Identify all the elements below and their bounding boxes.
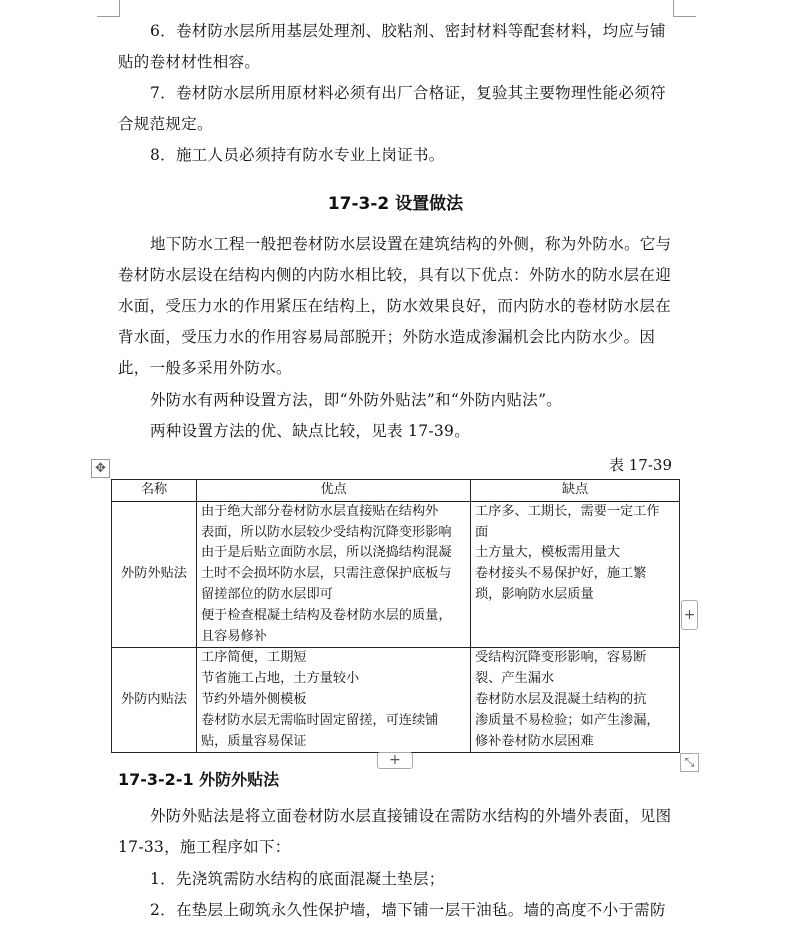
cell-line: 卷材接头不易保护好，施工繁: [475, 566, 647, 582]
add-row-button[interactable]: [377, 752, 413, 769]
plus-icon: +: [683, 607, 696, 623]
row-name-cell[interactable]: 外防外贴法: [112, 501, 197, 648]
cell-line: 表面，所以防水层较少受结构沉降变形影响: [201, 524, 452, 540]
cell-line: 贴，质量容易保证: [201, 733, 307, 749]
header-cons: 缺点: [471, 480, 680, 502]
cell-line: 渗质量不易检验；如产生渗漏，: [475, 712, 660, 728]
cell-line: 节省施工占地，土方量较小: [201, 671, 360, 687]
cell-line: 便于检查棍凝土结构及卷材防水层的质量，: [201, 607, 452, 623]
cell-line: 由于绝大部分卷材防水层直接贴在结构外: [201, 503, 439, 519]
table-row: [112, 501, 680, 648]
subsection-title: 17-3-2-1 外防外贴法: [118, 770, 280, 789]
cell-line: 节约外墙外侧模板: [201, 691, 307, 707]
cons-cell[interactable]: [471, 501, 680, 648]
paragraph-item-8: 8．施工人员必须持有防水专业上岗证书。: [150, 146, 445, 164]
move-icon[interactable]: ✥: [91, 459, 110, 478]
cons-cell[interactable]: [471, 648, 680, 753]
cell-line: 由于是后贴立面防水层，所以浇捣结构混凝: [201, 545, 452, 561]
cell-line: 受结构沉降变形影响，容易断: [475, 650, 647, 666]
section-title: 17-3-2 设置做法: [327, 194, 464, 214]
comparison-intro: 两种设置方法的优、缺点比较，见表 17-39。: [150, 422, 471, 440]
cell-line: 工序简便，工期短: [201, 650, 307, 666]
cell-line: 修补卷材防水层困难: [475, 733, 594, 749]
paragraph-item-7: 7．卷材防水层所用原材料必须有出厂合格证，复验其主要物理性能必须符合规范规定。: [118, 84, 666, 133]
header-name: 名称: [112, 480, 197, 502]
table-caption: 表 17-39: [608, 456, 672, 474]
paragraph-item-6: 6．卷材防水层所用基层处理剂、胶粘剂、密封材料等配套材料，均应与铺贴的卷材材性相容。: [118, 22, 666, 71]
plus-icon: +: [389, 752, 401, 768]
step-item-1: 1．先浇筑需防水结构的底面混凝土垫层；: [150, 870, 445, 888]
table-header-row: [112, 480, 680, 502]
cell-line: 土方量大，模板需用量大: [475, 545, 621, 561]
cell-line: 且容易修补: [201, 628, 267, 644]
methods-paragraph: 外防水有两种设置方法，即“外防外贴法”和“外防内贴法”。: [150, 391, 563, 409]
intro-paragraph: 地下防水工程一般把卷材防水层设置在建筑结构的外侧，称为外防水。它与卷材防水层设在结构内侧的内防水相比较，具有以下优点：外防水的防水层在迎水面，受压力水的作用紧压在结构上，防水效果良好，而内防水的卷材防水层在背水面，受压力水的作用容易局部脱开；外防水造成渗漏机会比内防水少。因此，一般多采用外防水。: [118, 235, 672, 377]
cell-line: 裂、产生漏水: [475, 671, 555, 687]
cell-line: 卷材防水层无需临时固定留搓，可连续铺: [201, 712, 439, 728]
cell-line: 工序多、工期长，需要一定工作: [475, 503, 660, 519]
outer-method-paragraph: 外防外贴法是将立面卷材防水层直接铺设在需防水结构的外墙外表面，见图17-33，施工程序如下：: [118, 807, 672, 856]
cell-line: 土时不会损坏防水层，只需注意保护底板与: [201, 566, 452, 582]
margin-corner-mark-left: [97, 0, 120, 17]
cell-line: 面: [475, 524, 489, 540]
resize-icon[interactable]: ⤡: [680, 753, 699, 772]
pros-cell[interactable]: [197, 648, 471, 753]
cell-line: 留搓部位的防水层即可: [201, 586, 333, 602]
margin-corner-mark-right: [673, 0, 696, 17]
header-pros: 优点: [197, 480, 471, 502]
table-row: [112, 648, 680, 753]
comparison-table: [111, 479, 680, 753]
row-name-cell[interactable]: 外防内贴法: [112, 648, 197, 753]
step-item-2: 2．在垫层上砌筑永久性保护墙，墙下铺一层干油毡。墙的高度不小于需防: [150, 901, 666, 919]
pros-cell[interactable]: [197, 501, 471, 648]
add-column-button[interactable]: [681, 600, 698, 630]
cell-line: 卷材防水层及混凝土结构的抗: [475, 691, 647, 707]
cell-line: 琐，影响防水层质量: [475, 586, 594, 602]
